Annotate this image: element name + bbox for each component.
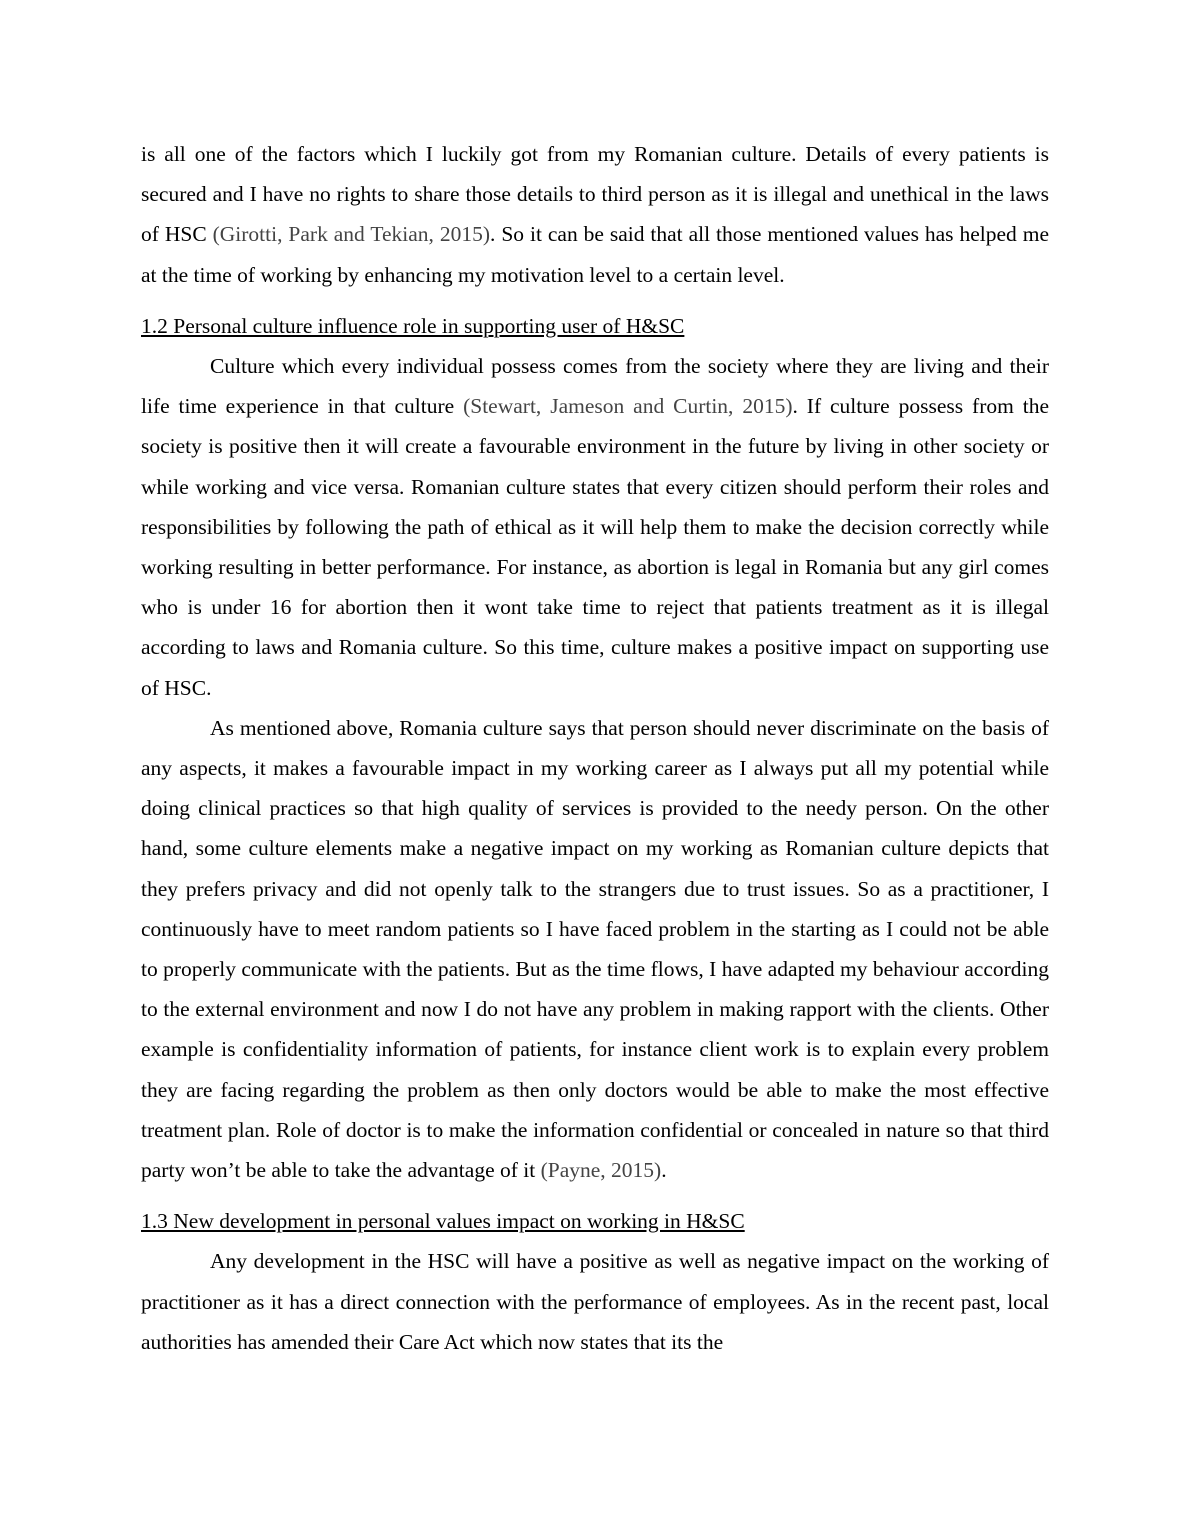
section-heading-1-2: 1.2 Personal culture influence role in supporting user of H&SC [141, 313, 685, 338]
document-page [141, 134, 1049, 1362]
paragraph-text: Any development in the HSC will have a positive as well as negative impact on the working of practitioner as it has a direct connection with the performance of employees. As in the recent past, local authorities has amended their Care Act which now states that its the [141, 1249, 1049, 1354]
paragraph-text: As mentioned above, Romania culture says that person should never discriminate on the basis of any aspects, it makes a favourable impact in my working career as I always put all my potential while doing clinical practices so that high quality of services is provided to the needy person. On the other hand, some culture elements make a negative impact on my working as Romanian culture depicts that they prefers privacy and did not openly talk to the strangers due to trust issues. So as a practitioner, I continuously have to meet random patients so I have faced problem in the starting as I could not be able to properly communicate with the patients. But as the time flows, I have adapted my behaviour according to the external environment and now I do not have any problem in making rapport with the clients. Other example is confidentiality information of patients, for instance client work is to explain every problem they are facing regarding the problem as then only doctors would be able to make the most effective treatment plan. Role of doctor is to make the information confidential or concealed in nature so that third party won’t be able to take the advantage of it [141, 715, 1049, 1183]
paragraph-new-development [141, 1241, 1049, 1362]
citation: (Stewart, Jameson and Curtin, 2015) [463, 394, 793, 419]
paragraph-text: . [661, 1158, 667, 1183]
paragraph-text: . So it can be said that all those mentioned values has helped me at the time of working by enhancing my motivation level to a certain level. [141, 222, 1050, 287]
paragraph-text: Culture which every individual possess comes from the society where they are living and their life time experience in that culture [141, 354, 1049, 419]
paragraph-continuation [141, 134, 1049, 295]
section-heading-1-3: 1.3 New development in personal values impact on working in H&SC [141, 1209, 745, 1234]
citation: (Girotti, Park and Tekian, 2015) [212, 222, 491, 247]
paragraph-culture-society [141, 346, 1049, 708]
paragraph-text: . If culture possess from the society is positive then it will create a favourable environment in the future by living in other society or while working and vice versa. Romanian culture states that every citizen should perform their roles and responsibilities by following the path of ethical as it will help them to make the decision correctly while working resulting in better performance. For instance, as abortion is legal in Romania but any girl comes who is under 16 for abortion then it wont take time to reject that patients treatment as it is illegal according to laws and Romania culture. So this time, culture makes a positive impact on supporting use of HSC. [141, 394, 1049, 700]
paragraph-romania-culture [141, 708, 1049, 1190]
paragraph-text: is all one of the factors which I luckily got from my Romanian culture. Details of every patients is secured and I have no rights to share those details to third person as it is illegal and unethical in the laws of HSC [141, 142, 1049, 247]
citation: (Payne, 2015) [540, 1158, 662, 1183]
